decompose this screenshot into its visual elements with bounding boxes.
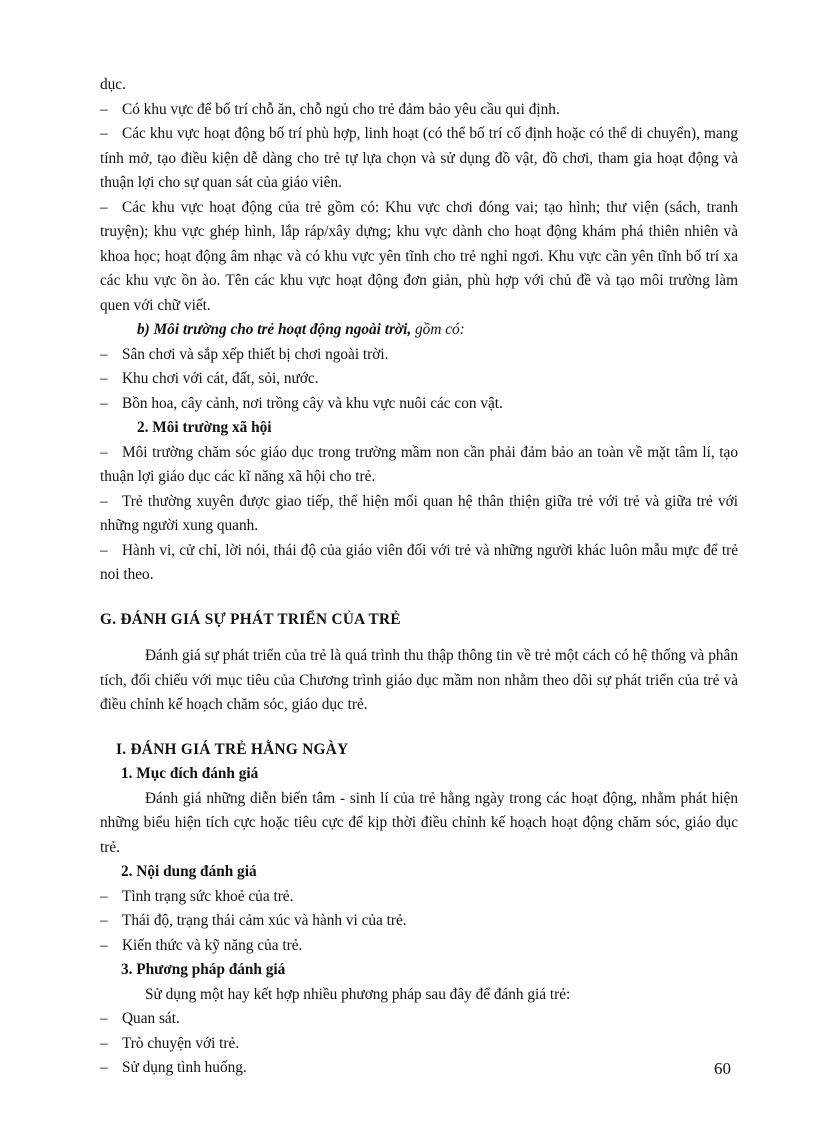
bullet-item: – Quan sát. — [100, 1007, 738, 1032]
outdoor-heading: b) Môi trường cho trẻ hoạt động ngoài trời, gồm có: — [137, 321, 465, 338]
purpose-heading: 1. Mục đích đánh giá — [121, 765, 259, 782]
bullet-item: – Thái độ, trạng thái cảm xúc và hành vi của trẻ. — [100, 909, 738, 934]
section-g-intro: Đánh giá sự phát triển của trẻ là quá trình thu thập thông tin về trẻ một cách có hệ thống và phân tích, đối chiếu với mục tiêu của Chương trình giáo dục mầm non nhằm theo dõi sự phát triển của trẻ và điều chỉnh kế hoạch chăm sóc, giáo dục trẻ. — [100, 647, 738, 713]
spacer — [100, 632, 738, 644]
spacer — [100, 588, 738, 608]
dash-marker: – — [100, 125, 108, 142]
spacer — [100, 718, 738, 738]
bullet-item: – Trò chuyện với trẻ. — [100, 1032, 738, 1057]
bullet-item: – Môi trường chăm sóc giáo dục trong trường mầm non cần phải đảm bảo an toàn về mặt tâm lí, tạo thuận lợi giáo dục các kĩ năng xã hội cho trẻ. — [100, 441, 738, 490]
dash-marker: – — [100, 1034, 108, 1052]
bullet-item: – Bồn hoa, cây cảnh, nơi trồng cây và khu vực nuôi các con vật. — [100, 392, 738, 417]
dash-marker: – — [100, 541, 108, 559]
daily-assessment-heading: I. ĐÁNH GIÁ TRẺ HẰNG NGÀY — [116, 740, 349, 758]
bullet-item: – Khu chơi với cát, đất, sỏi, nước. — [100, 367, 738, 392]
purpose-text: Đánh giá những diễn biến tâm - sinh lí của trẻ hằng ngày trong các hoạt động, nhằm phát hiện những biểu hiện tích cực hoặc tiêu cực để kịp thời điều chỉnh kế hoạch hoạt động chăm sóc, giáo dục trẻ. — [100, 789, 738, 856]
bullet-item: – Các khu vực hoạt động của trẻ gồm có: Khu vực chơi đóng vai; tạo hình; thư viện (sách, tranh truyện); khu vực ghép hình, lắp ráp/xây dựng; khu vực dành cho hoạt động khám phá thiên nhiên và khoa học; hoạt động âm nhạc và có khu vực yên tĩnh cho trẻ nghỉ ngơi. Khu vực cần yên tĩnh bố trí xa các khu vực ồn ào. Tên các khu vực hoạt động đơn giản, phù hợp với chủ đề và tạo môi trường làm quen với chữ viết. — [100, 196, 738, 319]
dash-marker: – — [100, 443, 108, 461]
section-g-heading: G. ĐÁNH GIÁ SỰ PHÁT TRIỂN CỦA TRẺ — [100, 610, 401, 628]
bullet-item: – Sử dụng tình huống. — [100, 1056, 738, 1081]
dash-marker: – — [100, 887, 108, 905]
bullet-item: – Các khu vực hoạt động bố trí phù hợp, linh hoạt (có thể bố trí cố định hoặc có thể di chuyển), mang tính mở, tạo điều kiện dễ dàng cho trẻ tự lựa chọn và sử dụng đồ vật, đồ chơi, tham gia hoạt động và thuận lợi cho sự quan sát của giáo viên. — [100, 122, 738, 196]
bullet-item: – Sân chơi và sắp xếp thiết bị chơi ngoài trời. — [100, 343, 738, 368]
dash-marker: – — [100, 345, 108, 363]
bullet-item: – Trẻ thường xuyên được giao tiếp, thể hiện mối quan hệ thân thiện giữa trẻ với trẻ và giữa trẻ với những người xung quanh. — [100, 490, 738, 539]
dash-marker: – — [100, 912, 108, 929]
bullet-item: – Có khu vực để bố trí chỗ ăn, chỗ ngủ cho trẻ đảm bảo yêu cầu qui định. — [100, 98, 738, 123]
dash-marker: – — [100, 394, 108, 412]
method-intro: Sử dụng một hay kết hợp nhiều phương pháp sau đây để đánh giá trẻ: — [145, 985, 571, 1003]
dash-marker: – — [100, 100, 108, 118]
dash-marker: – — [100, 492, 108, 510]
content-heading: 2. Nội dung đánh giá — [121, 863, 257, 880]
continued-line: dục. — [100, 76, 126, 93]
page-content — [100, 73, 738, 1081]
bullet-item: – Tình trạng sức khoẻ của trẻ. — [100, 885, 738, 910]
dash-marker: – — [100, 1059, 108, 1076]
social-heading: 2. Môi trường xã hội — [137, 419, 272, 436]
method-heading: 3. Phương pháp đánh giá — [121, 961, 286, 978]
dash-marker: – — [100, 198, 108, 216]
bullet-item: – Kiến thức và kỹ năng của trẻ. — [100, 934, 738, 959]
dash-marker: – — [100, 1010, 108, 1027]
page-number: 60 — [714, 1059, 731, 1078]
bullet-item: – Hành vi, cử chỉ, lời nói, thái độ của giáo viên đối với trẻ và những người khác luôn mẫu mực để trẻ noi theo. — [100, 539, 738, 588]
dash-marker: – — [100, 936, 108, 954]
dash-marker: – — [100, 370, 108, 387]
